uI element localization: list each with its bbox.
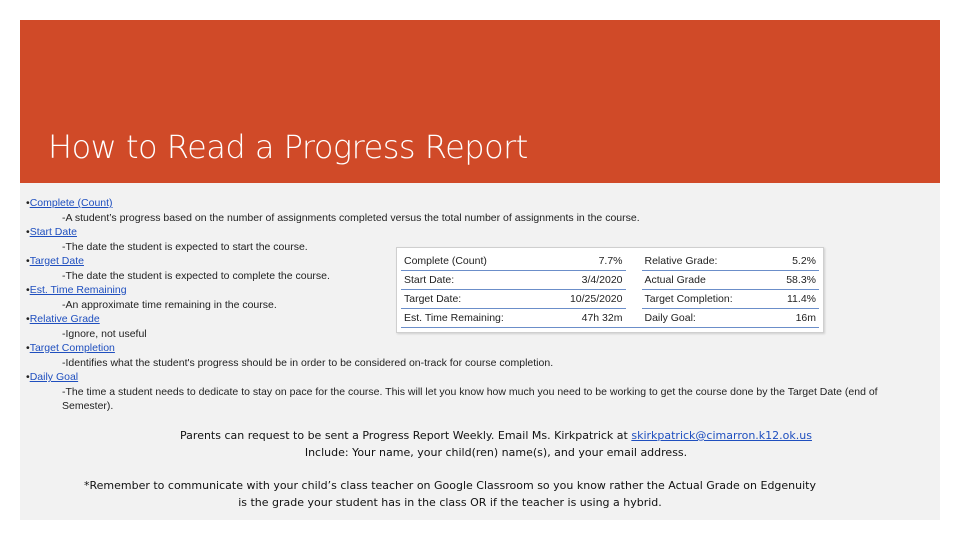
column-gap — [626, 309, 642, 328]
term-link-daily-goal[interactable]: Daily Goal — [29, 371, 79, 383]
list-item: •Target Completion -Identifies what the student's progress should be in order to be considered on-track for course completion. — [26, 341, 926, 370]
report-label: Actual Grade — [642, 271, 771, 290]
table-row — [401, 309, 819, 328]
title-banner — [20, 20, 940, 183]
reminder-line-1: *Remember to communicate with your child’s class teacher on Google Classroom so you know rather the Actual Grade on Edgenuity — [83, 479, 816, 492]
term-description: -The date the student is expected to start the course. — [62, 240, 308, 253]
report-value: 7.7% — [546, 252, 626, 271]
term-description: -The date the student is expected to complete the course. — [62, 269, 330, 282]
report-label: Start Date: — [401, 271, 546, 290]
request-line-1 — [36, 428, 940, 445]
slide — [20, 20, 940, 520]
progress-report-sample — [396, 247, 824, 333]
term-link-target-date[interactable]: Target Date — [29, 255, 84, 267]
list-item: •Target Date -The date the student is expected to complete the course. — [26, 254, 926, 283]
table-row — [401, 290, 819, 309]
reminder-line-2: is the grade your student has in the class OR if the teacher is using a hybrid. — [238, 495, 662, 509]
report-value: 11.4% — [770, 290, 819, 309]
request-line-2: Include: Your name, your child(ren) name(s), and your email address. — [304, 445, 688, 459]
term-description: -An approximate time remaining in the course. — [62, 298, 277, 311]
column-gap — [626, 271, 642, 290]
report-label: Est. Time Remaining: — [401, 309, 546, 328]
report-label: Daily Goal: — [642, 309, 771, 328]
report-label: Complete (Count) — [401, 252, 546, 271]
report-label: Relative Grade: — [642, 252, 771, 271]
report-label: Target Date: — [401, 290, 546, 309]
list-item: •Start Date -The date the student is expected to start the course. — [26, 225, 926, 254]
term-link-start-date[interactable]: Start Date — [29, 226, 77, 238]
list-item: •Est. Time Remaining -An approximate time remaining in the course. — [26, 283, 926, 312]
list-item: •Daily Goal -The time a student needs to dedicate to stay on pace for the course. This will let you know how much you need to be working to get the course done by the Target Date (end of Semester). — [26, 370, 926, 414]
term-description: -A student’s progress based on the number of assignments completed versus the total number of assignments in the course. — [62, 211, 640, 224]
table-row — [401, 271, 819, 290]
request-text: Parents can request to be sent a Progress Report Weekly. Email Ms. Kirkpatrick at — [180, 429, 632, 442]
report-label: Target Completion: — [642, 290, 771, 309]
table-row — [401, 252, 819, 271]
report-value: 10/25/2020 — [546, 290, 626, 309]
report-value: 3/4/2020 — [546, 271, 626, 290]
reminder-note — [20, 478, 910, 511]
term-description: -Ignore, not useful — [62, 327, 147, 340]
term-link-relative-grade[interactable]: Relative Grade — [29, 313, 100, 325]
term-description: -Identifies what the student's progress should be in order to be considered on-track for course completion. — [62, 356, 554, 369]
term-description: -The time a student needs to dedicate to stay on pace for the course. This will let you know how much you need to be working to get the course done by the Target Date (end of Semester). — [62, 385, 878, 412]
column-gap — [626, 290, 642, 309]
term-link-est-time-remaining[interactable]: Est. Time Remaining — [29, 284, 127, 296]
term-link-target-completion[interactable]: Target Completion — [29, 342, 115, 354]
progress-report-table — [401, 252, 819, 328]
request-note — [36, 428, 940, 461]
report-value: 58.3% — [770, 271, 819, 290]
report-value: 5.2% — [770, 252, 819, 271]
report-value: 47h 32m — [546, 309, 626, 328]
term-link-complete-count[interactable]: Complete (Count) — [29, 197, 113, 209]
slide-title: How to Read a Progress Report — [48, 128, 528, 166]
report-value: 16m — [770, 309, 819, 328]
column-gap — [626, 252, 642, 271]
list-item: •Complete (Count) -A student’s progress based on the number of assignments completed versus the total number of assignments in the course. — [26, 196, 926, 225]
list-item: •Relative Grade -Ignore, not useful — [26, 312, 926, 341]
email-link[interactable]: skirkpatrick@cimarron.k12.ok.us — [631, 429, 812, 442]
